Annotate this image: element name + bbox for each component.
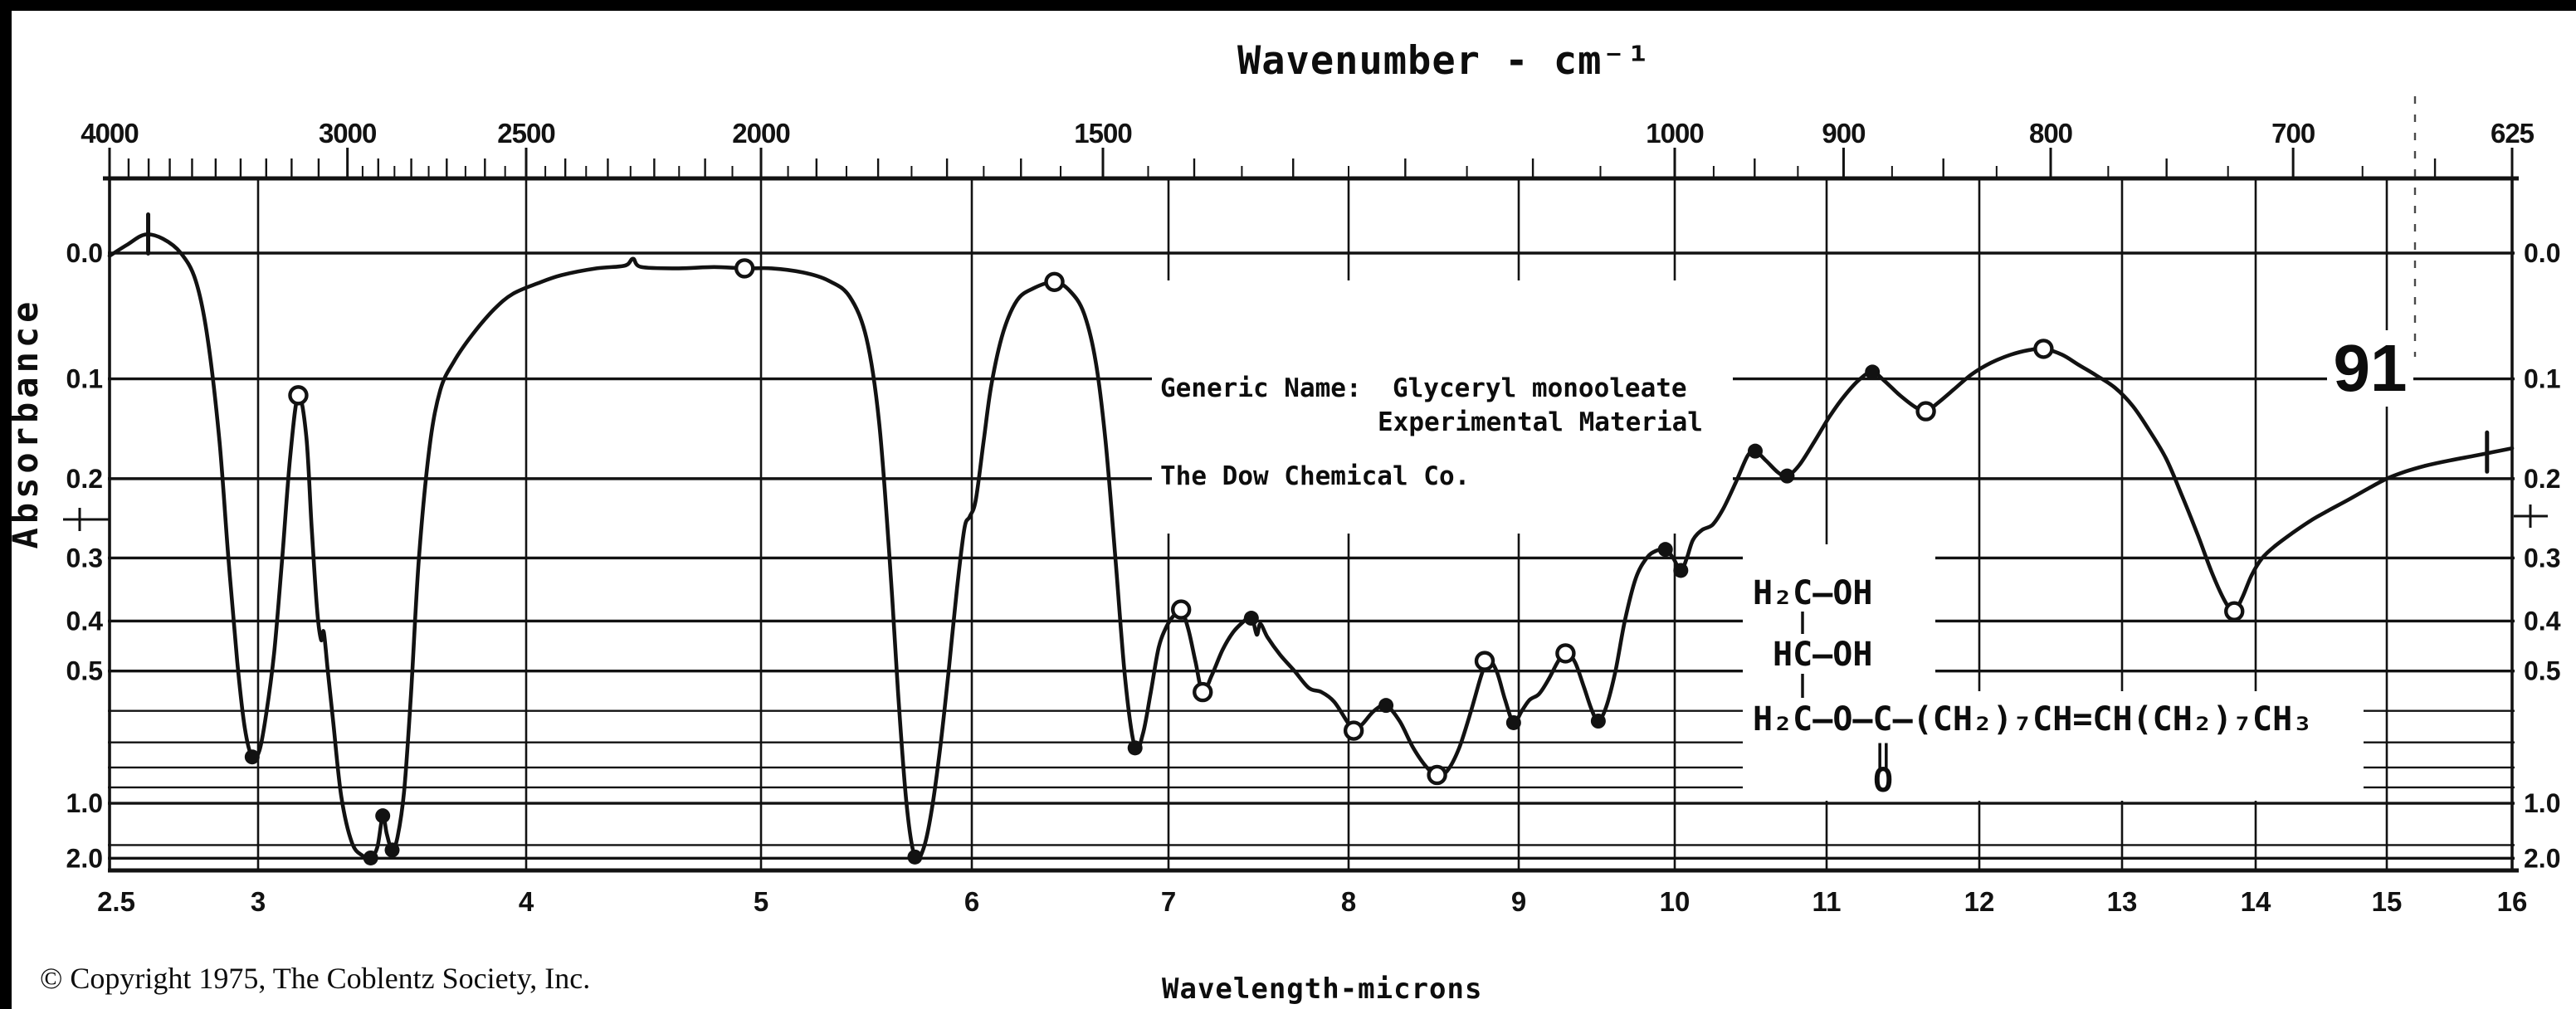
svg-text:14: 14	[2240, 886, 2271, 917]
svg-text:13: 13	[2106, 886, 2138, 917]
svg-text:10: 10	[1659, 886, 1690, 917]
structure-carbonyl-oxygen: O	[1872, 762, 1894, 800]
svg-text:1500: 1500	[1074, 118, 1132, 149]
svg-text:0.1: 0.1	[2524, 363, 2561, 394]
svg-text:0.3: 0.3	[2524, 543, 2561, 573]
bottom-axis-labels	[97, 886, 2527, 917]
company-annotation: The Dow Chemical Co.	[1160, 461, 1471, 491]
svg-text:1.0: 1.0	[2524, 788, 2561, 819]
copyright-line: © Copyright 1975, The Coblentz Society, Inc.	[40, 962, 591, 995]
svg-text:5: 5	[753, 886, 769, 917]
svg-text:0.4: 0.4	[2524, 606, 2561, 636]
svg-text:4000: 4000	[80, 118, 139, 149]
svg-text:800: 800	[2028, 118, 2073, 149]
svg-text:8: 8	[1340, 886, 1357, 917]
svg-text:2500: 2500	[497, 118, 555, 149]
svg-text:16: 16	[2496, 886, 2528, 917]
top-axis-ticks	[80, 118, 2534, 177]
svg-text:2.5: 2.5	[97, 886, 135, 917]
svg-text:11: 11	[1812, 886, 1842, 917]
svg-text:15: 15	[2371, 886, 2403, 917]
structure-line-2: HC—OH	[1773, 636, 1873, 674]
svg-text:9: 9	[1510, 886, 1527, 917]
svg-text:2.0: 2.0	[2524, 843, 2561, 874]
svg-text:3000: 3000	[318, 118, 377, 149]
svg-text:900: 900	[1822, 118, 1866, 149]
svg-text:0.2: 0.2	[2524, 463, 2561, 494]
svg-text:2.0: 2.0	[66, 843, 103, 874]
svg-text:2000: 2000	[732, 118, 790, 149]
svg-text:1000: 1000	[1646, 118, 1704, 149]
svg-text:3: 3	[250, 886, 266, 917]
material-annotation: Experimental Material	[1378, 407, 1703, 437]
svg-text:0.0: 0.0	[66, 238, 103, 268]
structure-line-3: H₂C—O—C—(CH₂)₇CH=CH(CH₂)₇CH₃	[1753, 700, 2313, 738]
svg-text:7: 7	[1160, 886, 1177, 917]
spectrum-number-badge: 91	[2327, 330, 2413, 407]
svg-text:0.1: 0.1	[66, 363, 103, 394]
bottom-axis-title: Wavelength-microns	[1162, 972, 1483, 1006]
generic-name-annotation: Generic Name: Glyceryl monooleate	[1160, 373, 1687, 403]
y-axis-title: Absorbance	[5, 297, 46, 549]
svg-text:625: 625	[2490, 118, 2535, 149]
svg-text:0.5: 0.5	[66, 656, 103, 686]
svg-text:0.5: 0.5	[2524, 656, 2561, 686]
svg-text:700: 700	[2271, 118, 2315, 149]
svg-text:12: 12	[1964, 886, 1995, 917]
svg-text:0.0: 0.0	[2524, 238, 2561, 268]
top-axis-title: Wavenumber - cm⁻¹	[1237, 38, 1651, 84]
svg-text:0.4: 0.4	[66, 606, 103, 636]
svg-text:4: 4	[518, 886, 534, 917]
svg-text:0.3: 0.3	[66, 543, 103, 573]
structure-carbonyl-double-bond: ‖	[1875, 738, 1891, 770]
svg-text:6: 6	[964, 886, 980, 917]
svg-text:1.0: 1.0	[66, 788, 103, 819]
structure-line-1: H₂C—OH	[1753, 574, 1873, 612]
svg-text:0.2: 0.2	[66, 463, 103, 494]
